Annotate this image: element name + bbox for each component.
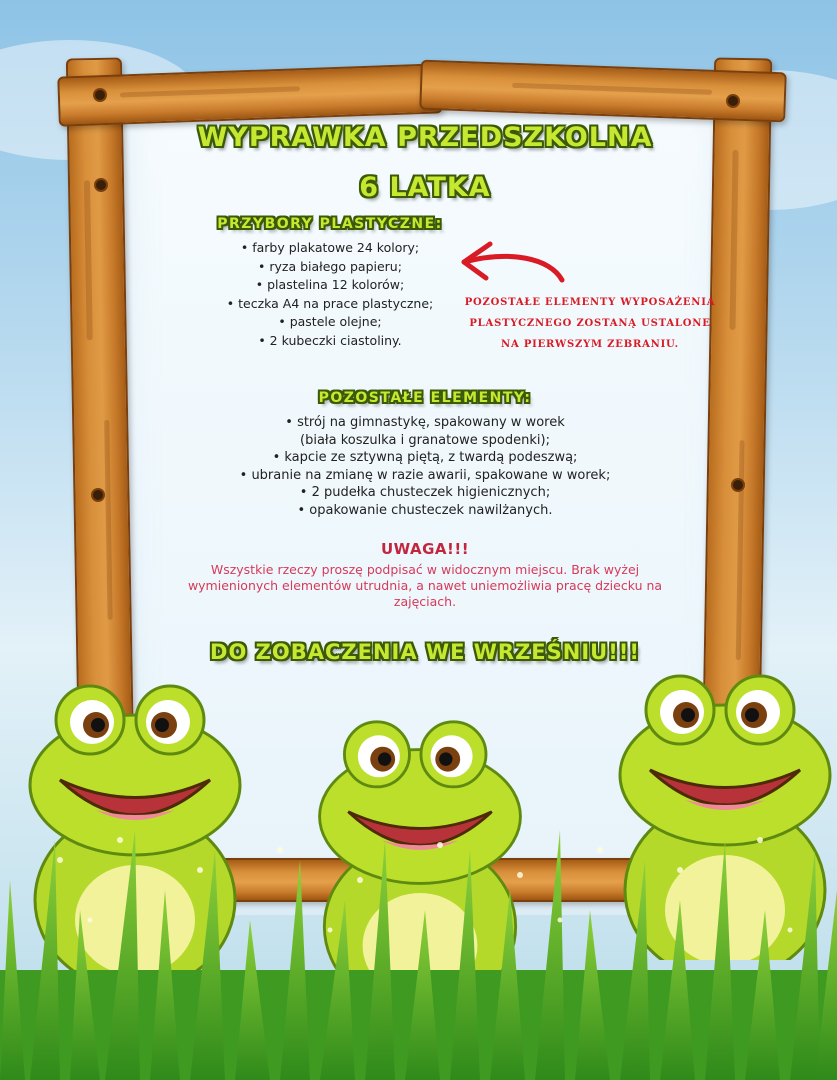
list-item: • kapcie ze sztywną piętą, z twardą podeszwą; bbox=[272, 450, 578, 465]
warning-title: UWAGA!!! bbox=[380, 540, 470, 558]
title-line-1: WYPRAWKA PRZEDSZKOLNA bbox=[197, 122, 653, 153]
list-item: • plastelina 12 kolorów; bbox=[255, 277, 405, 292]
nail bbox=[728, 96, 738, 106]
nail bbox=[93, 490, 103, 500]
list-item: • 2 kubeczki ciastoliny. bbox=[258, 332, 402, 348]
side-note bbox=[450, 292, 730, 355]
title-line-2: 6 LATKA bbox=[359, 172, 491, 203]
side-note-line: PLASTYCZNEGO ZOSTANĄ USTALONE bbox=[469, 318, 711, 329]
nail bbox=[95, 90, 105, 100]
closing-message: DO ZOBACZENIA WE WRZEŚNIU!!! bbox=[210, 640, 640, 664]
side-note-line: POZOSTAŁE ELEMENTY WYPOSAŻENIA bbox=[464, 297, 716, 308]
other-items-list bbox=[150, 414, 700, 519]
list-item: • strój na gimnastykę, spakowany w worek bbox=[285, 415, 565, 430]
art-supplies-list bbox=[180, 239, 480, 350]
red-arrow-icon bbox=[450, 228, 570, 288]
list-item: • 2 pudełka chusteczek higienicznych; bbox=[299, 485, 551, 500]
list-item: • pastele olejne; bbox=[278, 314, 382, 329]
grass-illustration bbox=[0, 800, 837, 1080]
list-item: • ryza białego papieru; bbox=[258, 258, 402, 274]
list-item: • ubranie na zmianę w razie awarii, spakowane w worek; bbox=[239, 467, 611, 483]
nail bbox=[733, 480, 743, 490]
list-item: • opakowanie chusteczek nawilżanych. bbox=[297, 502, 553, 518]
list-item: • teczka A4 na prace plastyczne; bbox=[226, 295, 434, 311]
list-item: (biała koszulka i granatowe spodenki); bbox=[300, 432, 550, 448]
warning-body: Wszystkie rzeczy proszę podpisać w widocznym miejscu. Brak wyżej wymienionych elementów utrudnia, a nawet uniemożliwia pracę dziecku na zajęciach. bbox=[187, 562, 663, 609]
nail bbox=[96, 180, 106, 190]
art-supplies-heading: PRZYBORY PLASTYCZNE: bbox=[217, 216, 443, 232]
other-items-heading: POZOSTAŁE ELEMENTY: bbox=[318, 390, 532, 406]
side-note-line: NA PIERWSZYM ZEBRANIU. bbox=[501, 339, 679, 350]
list-item: • farby plakatowe 24 kolory; bbox=[240, 240, 420, 255]
